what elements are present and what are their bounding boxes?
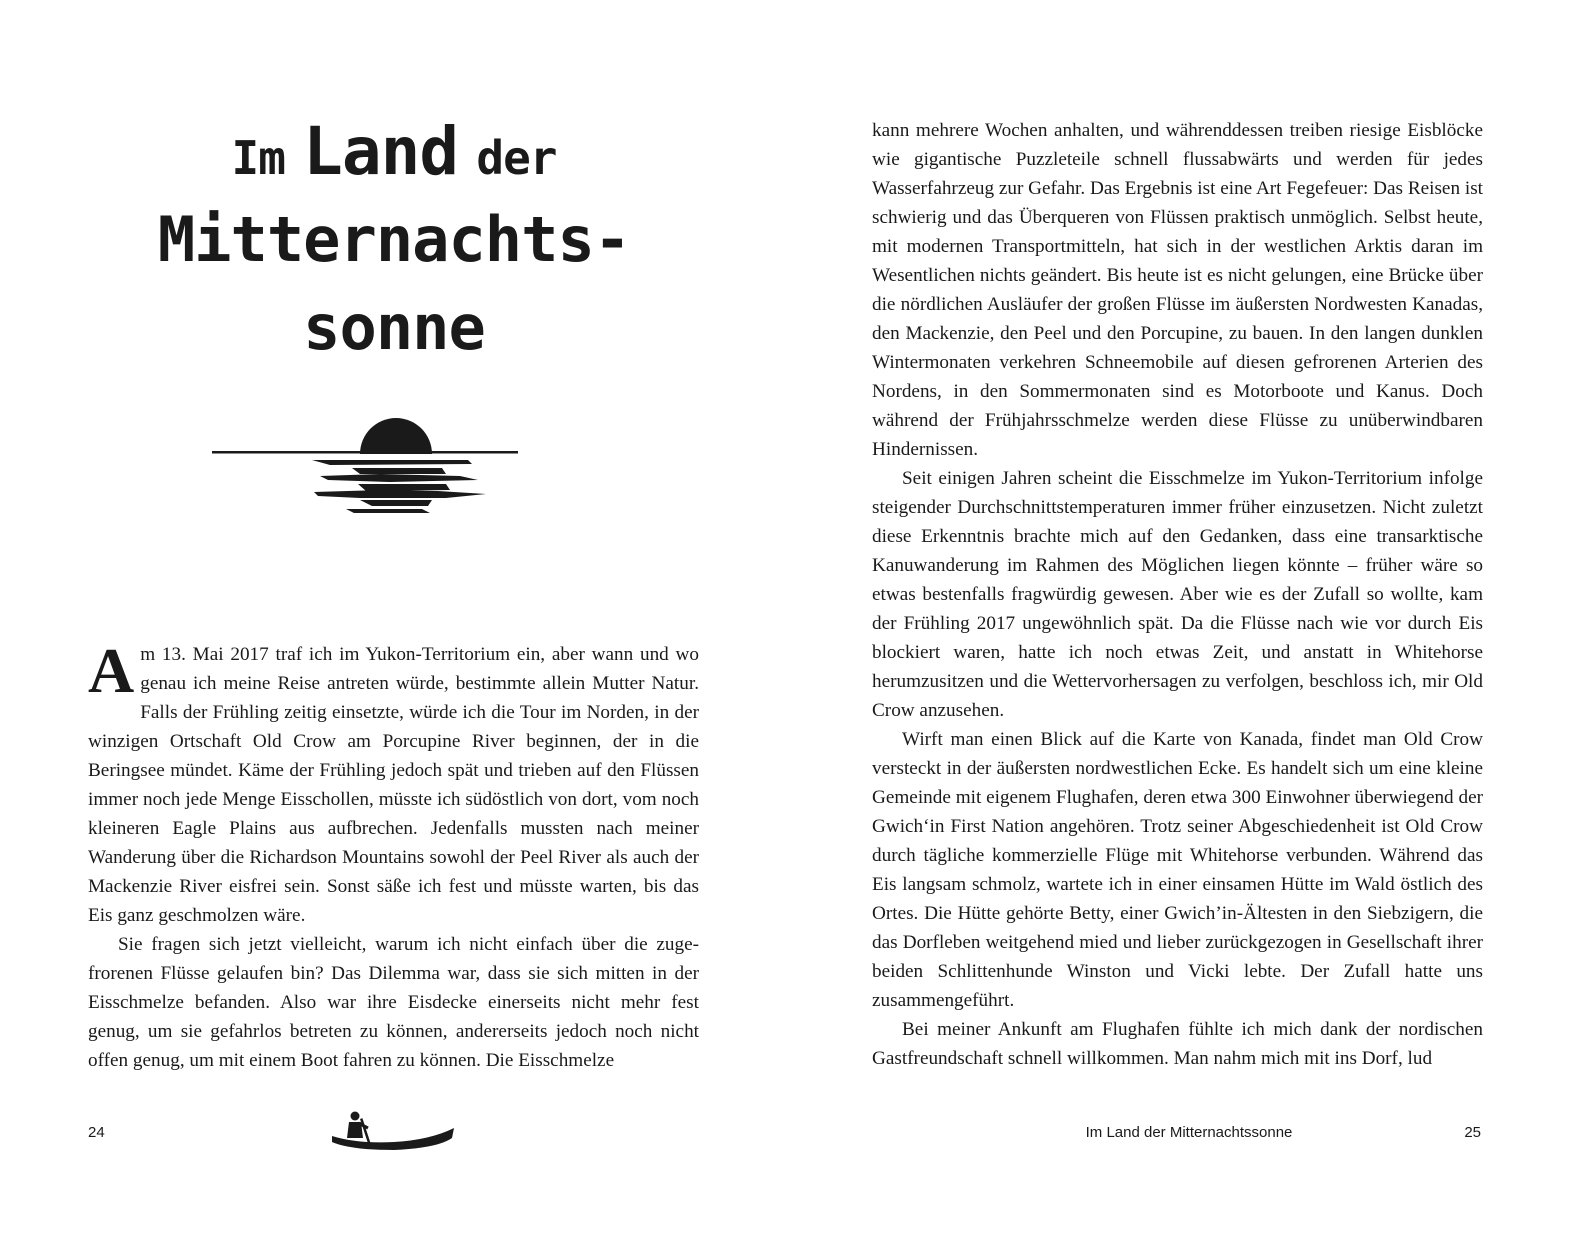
page-number-left: 24 xyxy=(88,1124,105,1141)
chapter-title-line-3: sonne xyxy=(303,291,485,364)
sunset-over-water-icon xyxy=(210,418,520,526)
paragraph: Seit einigen Jahren scheint die Eisschmelze im Yukon-Territorium infolge steigender Durchschnittstemperaturen immer früher einzusetzen. Nicht zuletzt diese Erkenntnis brachte mich auf den Gedanken, dass eine transarktische Kanuwanderung im Rahmen des Möglichen liegen könnte – früher wäre so etwas bestenfalls fragwürdig gewesen. Aber wie es der Zufall so wollte, kam der Frühling 2017 ungewöhnlich spät. Da die Flüsse nach wie vor durch Eis blockiert waren, hatte ich noch etwas Zeit, und anstatt in Whitehorse herumzusitzen und die Wettervorhersagen zu verfolgen, beschloss ich, mir Old Crow anzusehen. xyxy=(872,468,1483,721)
running-header: Im Land der Mitternachtssonne xyxy=(1085,1124,1293,1141)
chapter-title-word-land: Land xyxy=(303,113,459,190)
paragraph-text: m 13. Mai 2017 traf ich im Yukon-Territorium ein, aber wann und wo genau ich meine Reise antreten würde, bestimmte allein Mutter Natur. Falls der Frühling zeitig einsetzte, würde ich die Tour im Norden, in der winzigen Ortschaft Old Crow am Porcupine River beginnen, der in die Beringsee mündet. Käme der Frühling jedoch spät und trieben auf den Flüssen immer noch jede Menge Eisschollen, müsste ich südöstlich von dort, vom noch kleineren Eagle Plains aus aufbrechen. Jedenfalls mussten nach meiner Wanderung über die Richardson Mountains sowohl der Peel River als auch der Mackenzie River eisfrei sein. Sonst säße ich fest und müsste warten, bis das Eis ganz geschmolzen wäre. xyxy=(88,644,699,926)
right-page xyxy=(797,0,1594,1240)
paragraph: Bei meiner Ankunft am Flughafen fühlte ich mich dank der nordischen Gastfreundschaft schnell willkommen. Man nahm mich mit ins Dorf, lud xyxy=(872,1019,1483,1069)
chapter-title-word-der: der xyxy=(476,131,557,185)
left-page-body xyxy=(88,635,699,1075)
paragraph: kann mehrere Wochen anhalten, und währenddessen treiben riesige Eisblöcke wie gigantische Puzzleteile schnell flussabwärts und werden für jedes Wasserfahrzeug zur Gefahr. Das Ergebnis ist eine Art Fegefeuer: Das Reisen ist schwierig und das Überqueren von Flüssen praktisch unmöglich. Selbst heute, mit modernen Transportmitteln, hat sich in der westlichen Arktis daran im Wesentlichen nichts geändert. Bis heute ist es nicht gelungen, eine Brücke über die nördlichen Ausläufer der großen Flüsse im äußersten Nordwesten Kanadas, den Mackenzie, den Peel und den Porcupine, zu bauen. In den langen dunklen Wintermonaten verkehren Schneemobile auf diesen gefrorenen Arterien des Nordens, in den Sommermonaten sind es Motorboote und Kanus. Doch während der Frühjahrsschmelze werden diese Flüsse zu unüberwindbaren Hindernissen. xyxy=(872,120,1483,460)
paragraph xyxy=(88,635,699,930)
canoe-paddler-icon xyxy=(328,1108,458,1150)
page-number-right: 25 xyxy=(1464,1124,1481,1141)
dropcap: A xyxy=(88,635,135,706)
chapter-title-word-im: Im xyxy=(231,131,285,185)
chapter-title-line-2: Mitternachts- xyxy=(157,203,631,276)
right-page-body xyxy=(872,116,1483,1073)
paragraph: Wirft man einen Blick auf die Karte von Kanada, findet man Old Crow versteckt in der äußersten nordwestlichen Ecke. Es handelt sich um eine kleine Gemeinde mit eigenem Flughafen, deren etwa 300 Einwohner überwiegend der Gwich‘in First Nation angehören. Trotz seiner Abgeschiedenheit ist Old Crow durch tägliche kommerzielle Flüge mit Whitehorse verbunden. Während das Eis langsam schmolz, wartete ich in einer einsamen Hütte im Wald östlich des Ortes. Die Hütte gehörte Betty, einer Gwich’in-Ältesten in den Siebzigern, die das Dorfleben weitgehend mied und lieber zurückgezogen in Gesellschaft ihrer beiden Schlittenhunde Winston und Vicki lebte. Der Zufall hatte uns zusammengeführt. xyxy=(872,729,1483,1011)
paragraph: Sie fragen sich jetzt vielleicht, warum ich nicht einfach über die zugefrorenen Flüsse gelaufen bin? Das Dilemma war, dass sie sich mitten in der Eisschmelze befanden. Also war ihre Eisdecke einerseits nicht mehr fest genug, um sie gefahrlos betreten zu können, andererseits jedoch noch nicht offen genug, um mit einem Boot fahren zu können. Die Eisschmelze xyxy=(88,934,699,1071)
chapter-title-line-1 xyxy=(88,108,700,196)
chapter-title xyxy=(88,108,700,372)
